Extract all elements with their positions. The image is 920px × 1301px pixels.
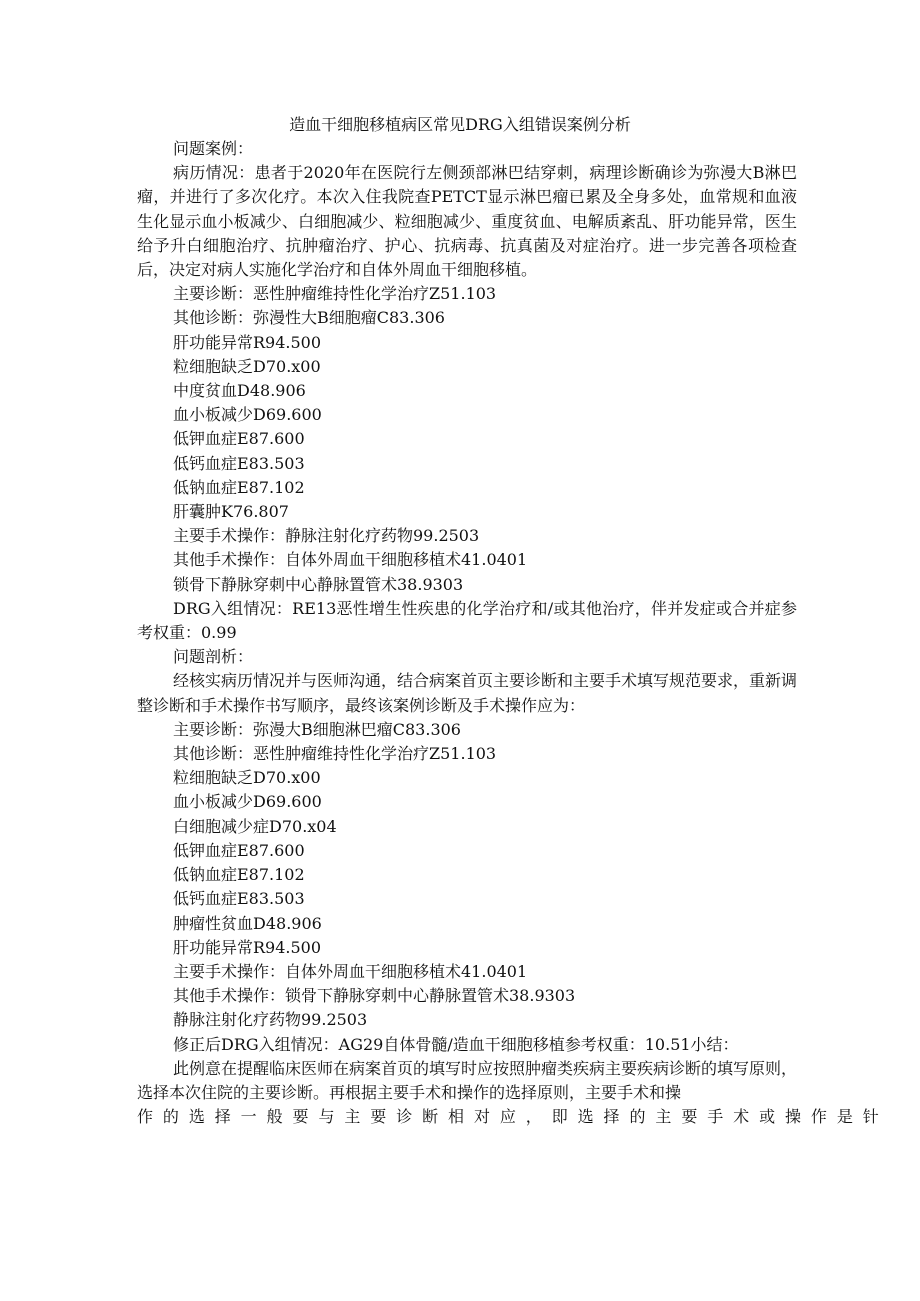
case-procedure-line: 主要手术操作：静脉注射化疗药物99.2503 [173,526,480,546]
case-diagnosis-line: 肝功能异常R94.500 [173,332,322,352]
case-drg-paragraph: DRG入组情况：RE13恶性增生性疾患的化学治疗和/或其他治疗，伴并发症或合并症参考权重：0.99 [137,598,797,643]
summary-last-line: 作的选择一般要与主要诊断相对应，即选择的主要手术或操作是针 [137,1107,889,1127]
analysis-diagnosis-line: 粒细胞缺乏D70.x00 [173,768,321,788]
corrected-drg-line: 修正后DRG入组情况：AG29自体骨髓/造血干细胞移植参考权重：10.51小结： [173,1034,739,1054]
case-procedure-line: 其他手术操作：自体外周血干细胞移植术41.0401 [173,550,528,570]
summary-paragraph: 此例意在提醒临床医师在病案首页的填写时应按照肿瘤类疾病主要疾病诊断的填写原则，选择本次住院的主要诊断。再根据主要手术和操作的选择原则，主要手术和操 [137,1058,798,1102]
analysis-diagnosis-line: 其他诊断：恶性肿瘤维持性化学治疗Z51.103 [173,744,497,764]
case-diagnosis-line: 肝囊肿K76.807 [173,502,289,522]
analysis-heading: 问题剖析： [173,647,254,667]
analysis-procedure-line: 主要手术操作：自体外周血干细胞移植术41.0401 [173,961,528,981]
case-diagnosis-line: 血小板减少D69.600 [173,405,322,425]
case-history-paragraph: 病历情况：患者于2020年在医院行左侧颈部淋巴结穿刺，病理诊断确诊为弥漫大B淋巴瘤，并进行了多次化疗。本次入住我院查PETCT显示淋巴瘤已累及全身多处，血常规和血液生化显示血小板减少、白细胞减少、粒细胞减少、重度贫血、电解质紊乱、肝功能异常，医生给予升白细胞治疗、抗肿瘤治疗、护心、抗病毒、抗真菌及对症治疗。进一步完善各项检查后，决定对病人实施化学治疗和自体外周血干细胞移植。 [137,163,797,280]
analysis-procedure-line: 静脉注射化疗药物99.2503 [173,1010,368,1030]
analysis-diagnosis-line: 低钾血症E87.600 [173,840,305,860]
analysis-intro-paragraph: 经核实病历情况并与医师沟通，结合病案首页主要诊断和主要手术填写规范要求，重新调整诊断和手术操作书写顺序，最终该案例诊断及手术操作应为： [137,671,798,715]
case-diagnosis-line: 中度贫血D48.906 [173,381,306,401]
document-title: 造血干细胞移植病区常见DRG入组错误案例分析 [289,115,631,134]
analysis-diagnosis-line: 白细胞减少症D70.x04 [173,816,337,836]
analysis-diagnosis-line: 肝功能异常R94.500 [173,937,322,957]
analysis-procedure-line: 其他手术操作：锁骨下静脉穿刺中心静脉置管术38.9303 [173,986,576,1006]
case-diagnosis-line: 低钙血症E83.503 [173,453,305,473]
document-body [137,137,889,1129]
analysis-diagnosis-line: 主要诊断：弥漫大B细胞淋巴瘤C83.306 [173,719,461,739]
case-diagnosis-line: 其他诊断：弥漫性大B细胞瘤C83.306 [173,308,445,328]
analysis-diagnosis-line: 血小板减少D69.600 [173,792,322,812]
case-diagnosis-line: 低钠血症E87.102 [173,477,305,497]
case-diagnosis-line: 低钾血症E87.600 [173,429,305,449]
case-procedure-line: 锁骨下静脉穿刺中心静脉置管术38.9303 [173,574,464,594]
analysis-diagnosis-line: 低钙血症E83.503 [173,889,305,909]
case-diagnosis-line: 粒细胞缺乏D70.x00 [173,356,321,376]
analysis-diagnosis-line: 低钠血症E87.102 [173,865,305,885]
analysis-diagnosis-line: 肿瘤性贫血D48.906 [173,913,322,933]
case-heading: 问题案例： [173,139,254,158]
case-diagnosis-line: 主要诊断：恶性肿瘤维持性化学治疗Z51.103 [173,284,497,304]
